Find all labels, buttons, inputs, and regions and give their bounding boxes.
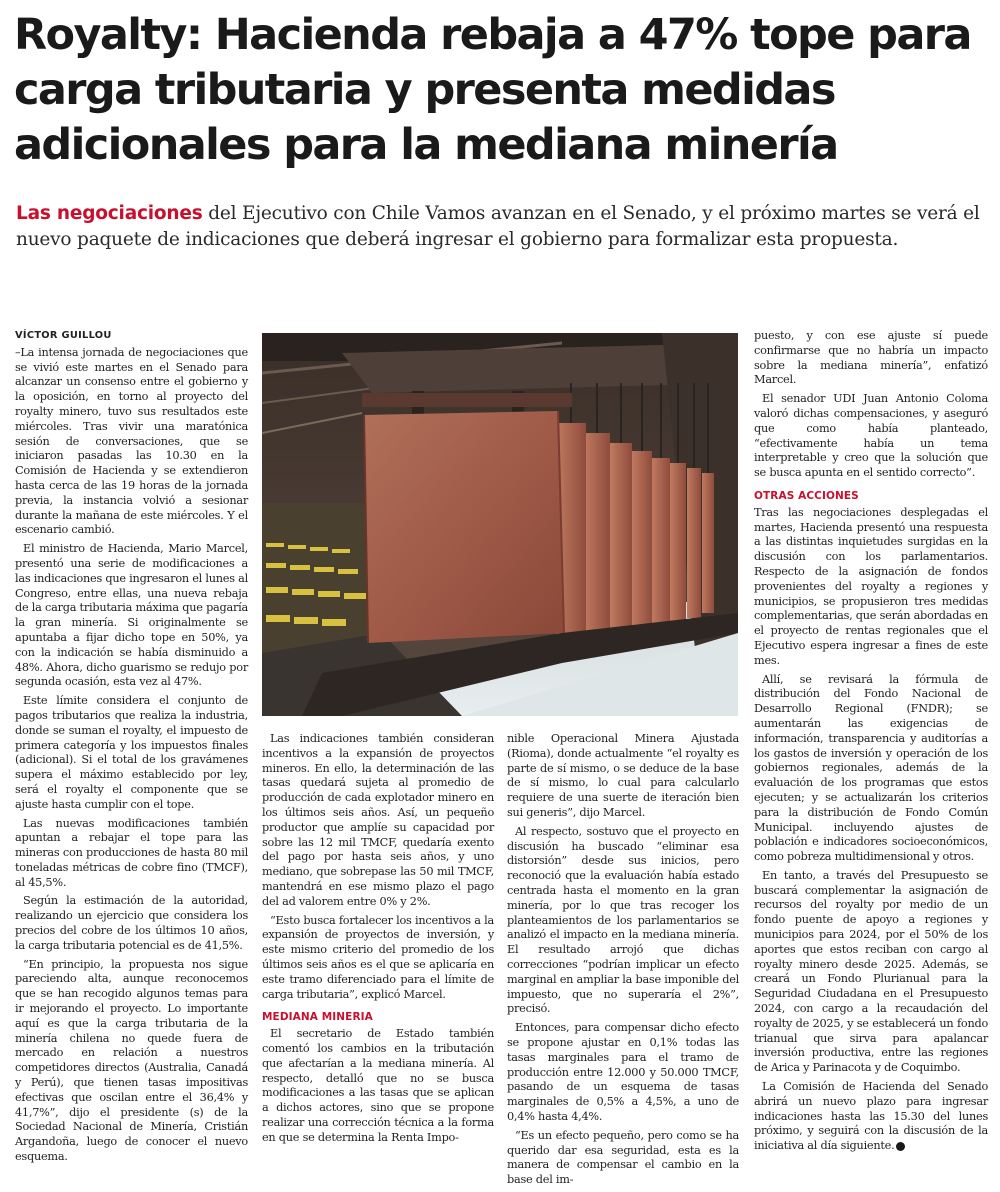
end-of-article-icon	[896, 1142, 905, 1151]
column-1	[15, 329, 248, 1169]
body-paragraph: “En principio, la propuesta nos sigue pareciendo alta, aunque reconocemos que se han recogido algunos temas para ir mejorando el proyecto. Lo importante aquí es que la carga tributaria de la minería chilena no quede fuera de mercado en relación a nuestros competidores directos (Australia, Canadá y Perú), que tienen tasas impositivas efectivas que oscilan entre el 36,4% y 41,7%”, dijo el presidente (s) de la Sociedad Nacional de Minería, Cristián Argandoña, luego de conocer el nuevo esquema.	[15, 957, 248, 1164]
body-paragraph-final	[754, 1080, 988, 1154]
column-4	[754, 329, 988, 1158]
copper-cathodes-illustration	[262, 333, 738, 716]
article-photo	[262, 333, 738, 716]
column-3	[507, 732, 739, 1192]
lead-paragraph	[16, 201, 988, 253]
subheading-otras-acciones: OTRAS ACCIONES	[754, 489, 859, 502]
body-paragraph: El secretario de Estado también comentó los cambios en la tributación que afectarían a la mediana minería. Al respecto, detalló que no se busca modificaciones a las tasas que se aplican a dichos actores, sino que se propone realizar una corrección técnica a la forma en que se determina la Renta Impo-	[262, 1027, 494, 1144]
body-paragraph: “Esto busca fortalecer los incentivos a la expansión de proyectos de inversión, y este mismo criterio del promedio de los últimos seis años es el que se aplicaría en este tramo diferenciado para el límite de carga tributaria”, explicó Marcel.	[262, 913, 494, 1001]
body-paragraph: Tras las negociaciones desplegadas el martes, Hacienda presentó una respuesta a las distintas inquietudes surgidas en la discusión con los parlamentarios. Respecto de la asignación de fondos provenientes del royalty a regiones y municipios, se propusieron tres medidas complementarias, que serán abordadas en el proyecto de rentas regionales que el Ejecutivo espera ingresar a fines de este mes.	[754, 505, 989, 667]
body-paragraph: Las indicaciones también consideran incentivos a la expansión de proyectos mineros. En ello, la determinación de las tasas quedará sujeta al promedio de producción de cada explotador minero en los últimos seis años. Así, un pequeño productor que amplíe su capacidad por sobre las 12 mil TMCF, quedaría exento del pago por hasta seis años, y uno mediano, que sobrepase las 50 mil TMCF, mantendrá en ese mismo plazo el pago del ad valorem entre 0% y 2%.	[262, 732, 494, 908]
column-2	[262, 732, 494, 1150]
body-paragraph: Las nuevas modificaciones también apuntan a rebajar el tope para las mineras con producciones de hasta 80 mil toneladas métricas de cobre fino (TMCF), al 45,5%.	[15, 816, 248, 889]
lead-text: del Ejecutivo con Chile Vamos avanzan en el Senado, y el próximo martes se verá el nuevo paquete de indicaciones que deberá ingresar el gobierno para formalizar esta propuesta.	[16, 203, 980, 250]
body-paragraph: puesto, y con ese ajuste sí puede confirmarse que no habría un impacto sobre la mediana minería”, enfatizó Marcel.	[754, 329, 988, 387]
headline: Royalty: Hacienda rebaja a 47% tope para carga tributaria y presenta medidas adicionales para la mediana minería	[14, 10, 971, 170]
body-paragraph: El senador UDI Juan Antonio Coloma valoró dichas compensaciones, y aseguró que como había planteado, “efectivamente había un tema interpretable y creo que la solución que se busca apunta en el sentido correcto”.	[754, 392, 988, 480]
subheading-mediana-mineria: MEDIANA MINERIA	[262, 1011, 373, 1024]
body-paragraph: Al respecto, sostuvo que el proyecto en discusión ha buscado “eliminar esa distorsión” desde sus inicios, pero reconoció que la evaluación había estado centrada hasta el momento en la gran minería, por lo que tras recoger los planteamientos de los parlamentarios se analizó el impacto en la mediana minería. El resultado arrojó que dichas correcciones “podrían implicar un efecto marginal en ampliar la base imponible del impuesto, que no superaría el 2%”, precisó.	[507, 824, 739, 1016]
body-paragraph: –La intensa jornada de negociaciones que se vivió este martes en el Senado para alcanzar un consenso entre el gobierno y la oposición, en torno al proyecto del royalty minero, tuvo sus resultados este miércoles. Tras vivir una maratónica sesión de conversaciones, que se iniciaron pasadas las 10.30 en la Comisión de Hacienda y se extendieron hasta cerca de las 19 horas de la jornada previa, la instancia volvió a sesionar durante la mañana de este miércoles. Y el escenario cambió.	[15, 345, 248, 537]
body-paragraph: Entonces, para compensar dicho efecto se propone ajustar en 0,1% todas las tasas marginales para el tramo de producción entre 12.000 y 50.000 TMCF, pasando de un esquema de tasas marginales de 0,5% a 4,5%, a uno de 0,4% hasta 4,4%.	[507, 1021, 739, 1123]
body-paragraph: Según la estimación de la autoridad, realizando un ejercicio que considera los precios del cobre de los últimos 10 años, la carga tributaria potencial es de 41,5%.	[15, 894, 248, 952]
body-paragraph: El ministro de Hacienda, Mario Marcel, presentó una serie de modificaciones a las indicaciones que ingresaron el lunes al Congreso, entre ellas, una nueva rebaja de la carga tributaria máxima que pagaría la gran minería. Si originalmente se apuntaba a fijar dicho tope en 50%, ya con la indicación se había disminuido a 48%. Ahora, dicho guarismo se redujo por segunda ocasión, esta vez al 47%.	[15, 542, 248, 689]
body-paragraph: Allí, se revisará la fórmula de distribución del Fondo Nacional de Desarrollo Regional (FNDR); se aumentarán las exigencias de información, transparencia y auditorías a los gastos de inversión y operación de los gobiernos regionales, además de la evaluación de los programas que estos ejecuten; y se actualizarán los criterios para la distribución de Fondo Común Municipal. incluyendo ajustes de población e indicadores socioeconómicos, como pobreza multidimensional y otros.	[754, 672, 988, 864]
byline: VÍCTOR GUILLOU	[15, 330, 112, 341]
body-paragraph: Este límite considera el conjunto de pagos tributarios que realiza la industria, donde se suman el royalty, el impuesto de primera categoría y los impuestos finales (adicional). Si el total de los gravámenes supera el máximo establecido por ley, será el royalty el componente que se ajuste hasta cumplir con el tope.	[15, 694, 248, 811]
body-paragraph: En tanto, a través del Presupuesto se buscará complementar la asignación de recursos del royalty por medio de un fondo puente de apoyo a regiones y municipios para 2024, por el 50% de los aportes que estos reciban con cargo al royalty minero desde 2025. Además, se creará un Fondo Plurianual para la Seguridad Ciudadana en el Presupuesto 2024, con cargo a la recaudación del royalty de 2025, y se establecerá un fondo trianual que sirva para apalancar inversión productiva, entre las regiones de Arica y Parinacota y de Coquimbo.	[754, 868, 988, 1075]
final-text: La Comisión de Hacienda del Senado abrirá un nuevo plazo para ingresar indicaciones hasta las 15.30 del lunes próximo, y seguirá con la discusión de la iniciativa al día siguiente.	[754, 1080, 988, 1153]
lead-highlight: Las negociaciones	[16, 203, 203, 224]
body-paragraph: nible Operacional Minera Ajustada (Rioma), donde actualmente “el royalty es parte de sí mismo, o se deduce de la base de sí mismo, lo cual para calcularlo requiere de una suerte de iteración bien sui generis”, dijo Marcel.	[507, 732, 739, 819]
body-paragraph: “Es un efecto pequeño, pero como se ha querido dar esa seguridad, esta es la manera de compensar el cambio en la base del im-	[507, 1128, 739, 1187]
